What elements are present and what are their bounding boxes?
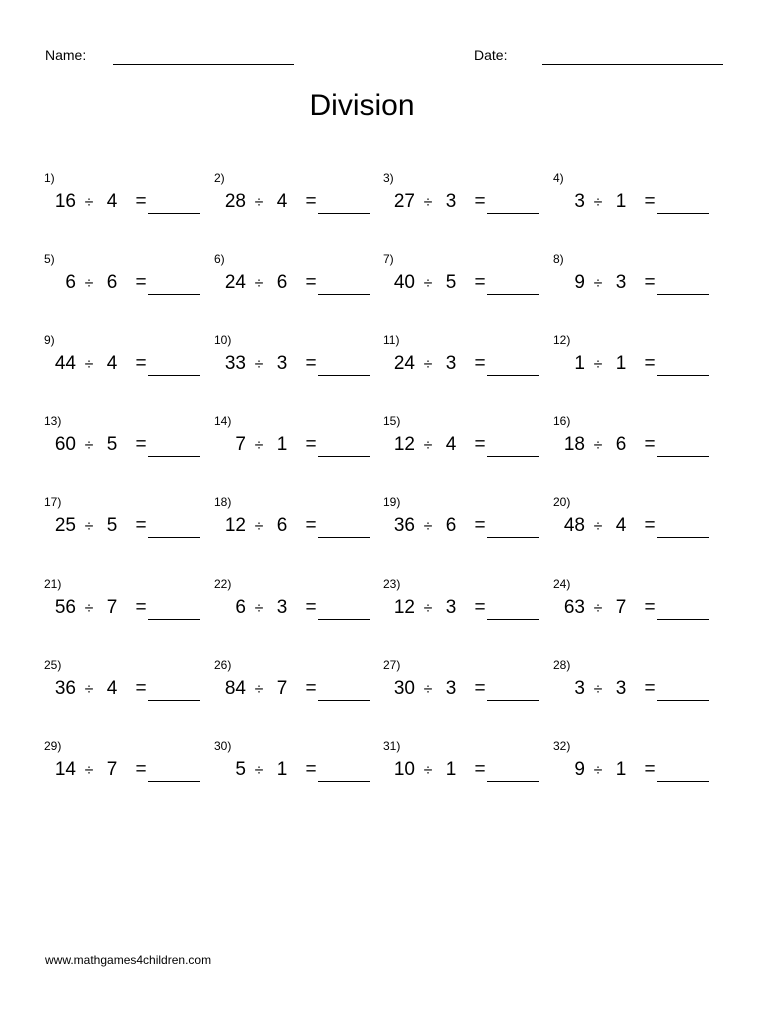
dividend: 6 [65, 272, 76, 293]
problem-number: 16) [553, 414, 571, 428]
problem-number: 31) [383, 739, 401, 753]
division-sign: ÷ [423, 600, 433, 617]
equals-sign: = [644, 678, 656, 699]
problem-item [214, 414, 384, 474]
problem-item [214, 577, 384, 637]
answer-blank[interactable] [657, 700, 709, 701]
divisor: 1 [615, 191, 627, 212]
division-sign: ÷ [423, 681, 433, 698]
dividend: 12 [393, 597, 415, 618]
answer-blank[interactable] [148, 456, 200, 457]
problem-number: 30) [214, 739, 232, 753]
division-sign: ÷ [254, 518, 264, 535]
problem-item [44, 333, 214, 393]
problem-number: 20) [553, 495, 571, 509]
dividend: 30 [393, 678, 415, 699]
answer-blank[interactable] [487, 213, 539, 214]
division-sign: ÷ [593, 518, 603, 535]
name-label: Name: [45, 47, 87, 63]
problem-number: 9) [44, 333, 55, 347]
problem-item [553, 333, 723, 393]
divisor: 3 [276, 353, 288, 374]
answer-blank[interactable] [487, 375, 539, 376]
division-sign: ÷ [254, 194, 264, 211]
problem-number: 27) [383, 658, 401, 672]
problem-number: 12) [553, 333, 571, 347]
answer-blank[interactable] [318, 537, 370, 538]
division-sign: ÷ [84, 518, 94, 535]
divisor: 4 [276, 191, 288, 212]
answer-blank[interactable] [148, 294, 200, 295]
divisor: 3 [445, 191, 457, 212]
problem-number: 24) [553, 577, 571, 591]
divisor: 6 [276, 272, 288, 293]
divisor: 5 [445, 272, 457, 293]
problem-number: 21) [44, 577, 62, 591]
problem-item [383, 495, 553, 555]
equals-sign: = [305, 353, 317, 374]
problem-item [553, 171, 723, 231]
equals-sign: = [305, 272, 317, 293]
problem-number: 2) [214, 171, 225, 185]
division-sign: ÷ [84, 681, 94, 698]
dividend: 36 [393, 515, 415, 536]
problem-number: 23) [383, 577, 401, 591]
equals-sign: = [305, 515, 317, 536]
divisor: 7 [276, 678, 288, 699]
dividend: 84 [224, 678, 246, 699]
problem-number: 19) [383, 495, 401, 509]
dividend: 5 [235, 759, 246, 780]
divisor: 5 [106, 515, 118, 536]
dividend: 7 [235, 434, 246, 455]
equals-sign: = [305, 759, 317, 780]
equals-sign: = [135, 597, 147, 618]
equals-sign: = [305, 678, 317, 699]
division-sign: ÷ [423, 762, 433, 779]
answer-blank[interactable] [148, 213, 200, 214]
problem-item [553, 739, 723, 799]
answer-blank[interactable] [657, 456, 709, 457]
division-sign: ÷ [593, 437, 603, 454]
division-sign: ÷ [84, 194, 94, 211]
problem-item [44, 495, 214, 555]
equals-sign: = [644, 191, 656, 212]
dividend: 27 [393, 191, 415, 212]
division-sign: ÷ [254, 762, 264, 779]
answer-blank[interactable] [318, 456, 370, 457]
divisor: 7 [615, 597, 627, 618]
problem-item [44, 577, 214, 637]
dividend: 60 [54, 434, 76, 455]
answer-blank[interactable] [148, 619, 200, 620]
page-title: Division [309, 89, 415, 122]
answer-blank[interactable] [148, 537, 200, 538]
problem-item [383, 252, 553, 312]
division-sign: ÷ [254, 356, 264, 373]
divisor: 1 [445, 759, 457, 780]
division-sign: ÷ [423, 356, 433, 373]
divisor: 1 [276, 434, 288, 455]
problem-item [553, 252, 723, 312]
problem-item [44, 414, 214, 474]
division-sign: ÷ [254, 600, 264, 617]
answer-blank[interactable] [487, 781, 539, 782]
divisor: 4 [106, 678, 118, 699]
dividend: 1 [574, 353, 585, 374]
division-sign: ÷ [593, 194, 603, 211]
problem-number: 8) [553, 252, 564, 266]
divisor: 3 [445, 353, 457, 374]
answer-blank[interactable] [657, 213, 709, 214]
division-sign: ÷ [84, 275, 94, 292]
dividend: 18 [563, 434, 585, 455]
answer-blank[interactable] [657, 619, 709, 620]
equals-sign: = [474, 434, 486, 455]
answer-blank[interactable] [487, 619, 539, 620]
problem-item [383, 414, 553, 474]
problem-number: 15) [383, 414, 401, 428]
equals-sign: = [474, 678, 486, 699]
problem-number: 26) [214, 658, 232, 672]
equals-sign: = [644, 759, 656, 780]
answer-blank[interactable] [657, 375, 709, 376]
divisor: 6 [106, 272, 118, 293]
divisor: 3 [615, 678, 627, 699]
dividend: 48 [563, 515, 585, 536]
dividend: 33 [224, 353, 246, 374]
answer-blank[interactable] [657, 294, 709, 295]
division-sign: ÷ [254, 275, 264, 292]
answer-blank[interactable] [487, 537, 539, 538]
division-sign: ÷ [593, 356, 603, 373]
problem-item [44, 658, 214, 718]
problem-number: 5) [44, 252, 55, 266]
divisor: 1 [276, 759, 288, 780]
problem-item [44, 171, 214, 231]
equals-sign: = [305, 597, 317, 618]
problem-item [553, 658, 723, 718]
equals-sign: = [644, 353, 656, 374]
dividend: 40 [393, 272, 415, 293]
equals-sign: = [474, 515, 486, 536]
problem-number: 6) [214, 252, 225, 266]
answer-blank[interactable] [148, 375, 200, 376]
division-sign: ÷ [423, 437, 433, 454]
answer-blank[interactable] [318, 619, 370, 620]
problem-number: 25) [44, 658, 62, 672]
problem-item [553, 495, 723, 555]
division-sign: ÷ [593, 681, 603, 698]
divisor: 5 [106, 434, 118, 455]
problem-number: 13) [44, 414, 62, 428]
dividend: 63 [563, 597, 585, 618]
date-blank-line[interactable] [542, 64, 723, 65]
dividend: 3 [574, 191, 585, 212]
dividend: 24 [393, 353, 415, 374]
problem-item [214, 333, 384, 393]
dividend: 3 [574, 678, 585, 699]
dividend: 24 [224, 272, 246, 293]
division-sign: ÷ [84, 600, 94, 617]
problem-number: 14) [214, 414, 232, 428]
equals-sign: = [644, 515, 656, 536]
problem-number: 7) [383, 252, 394, 266]
equals-sign: = [644, 597, 656, 618]
equals-sign: = [644, 434, 656, 455]
division-sign: ÷ [254, 437, 264, 454]
divisor: 7 [106, 597, 118, 618]
answer-blank[interactable] [487, 700, 539, 701]
divisor: 3 [276, 597, 288, 618]
name-blank-line[interactable] [113, 64, 294, 65]
division-sign: ÷ [593, 275, 603, 292]
division-sign: ÷ [423, 275, 433, 292]
divisor: 7 [106, 759, 118, 780]
answer-blank[interactable] [148, 700, 200, 701]
dividend: 9 [574, 272, 585, 293]
divisor: 4 [445, 434, 457, 455]
problem-item [44, 739, 214, 799]
equals-sign: = [474, 353, 486, 374]
divisor: 6 [445, 515, 457, 536]
dividend: 12 [393, 434, 415, 455]
answer-blank[interactable] [657, 537, 709, 538]
problem-number: 10) [214, 333, 232, 347]
dividend: 56 [54, 597, 76, 618]
dividend: 10 [393, 759, 415, 780]
answer-blank[interactable] [487, 456, 539, 457]
date-label: Date: [474, 47, 508, 63]
equals-sign: = [135, 515, 147, 536]
division-sign: ÷ [593, 762, 603, 779]
equals-sign: = [135, 759, 147, 780]
problem-item [214, 171, 384, 231]
dividend: 36 [54, 678, 76, 699]
divisor: 4 [106, 353, 118, 374]
problem-number: 4) [553, 171, 564, 185]
problem-item [383, 333, 553, 393]
answer-blank[interactable] [318, 700, 370, 701]
problem-number: 32) [553, 739, 571, 753]
answer-blank[interactable] [318, 213, 370, 214]
division-sign: ÷ [423, 194, 433, 211]
divisor: 1 [615, 353, 627, 374]
problem-number: 1) [44, 171, 55, 185]
division-sign: ÷ [423, 518, 433, 535]
division-sign: ÷ [84, 437, 94, 454]
equals-sign: = [135, 678, 147, 699]
equals-sign: = [474, 597, 486, 618]
problem-number: 28) [553, 658, 571, 672]
dividend: 25 [54, 515, 76, 536]
problem-item [553, 414, 723, 474]
division-sign: ÷ [254, 681, 264, 698]
divisor: 4 [106, 191, 118, 212]
problem-item [214, 739, 384, 799]
divisor: 1 [615, 759, 627, 780]
problem-item [383, 171, 553, 231]
problem-item [44, 252, 214, 312]
problem-item [553, 577, 723, 637]
problem-item [383, 577, 553, 637]
equals-sign: = [305, 434, 317, 455]
problem-item [214, 658, 384, 718]
footer-url: www.mathgames4children.com [45, 953, 212, 967]
divisor: 6 [615, 434, 627, 455]
division-sign: ÷ [84, 356, 94, 373]
problem-item [383, 739, 553, 799]
problem-number: 11) [383, 333, 400, 347]
equals-sign: = [474, 272, 486, 293]
equals-sign: = [644, 272, 656, 293]
answer-blank[interactable] [318, 375, 370, 376]
problem-number: 17) [44, 495, 62, 509]
problem-item [214, 252, 384, 312]
answer-blank[interactable] [148, 781, 200, 782]
divisor: 3 [445, 678, 457, 699]
problem-item [383, 658, 553, 718]
answer-blank[interactable] [318, 781, 370, 782]
dividend: 12 [224, 515, 246, 536]
problem-number: 3) [383, 171, 394, 185]
problem-number: 29) [44, 739, 62, 753]
dividend: 9 [574, 759, 585, 780]
dividend: 16 [54, 191, 76, 212]
division-sign: ÷ [84, 762, 94, 779]
dividend: 44 [54, 353, 76, 374]
equals-sign: = [135, 434, 147, 455]
answer-blank[interactable] [318, 294, 370, 295]
dividend: 6 [235, 597, 246, 618]
divisor: 3 [445, 597, 457, 618]
divisor: 4 [615, 515, 627, 536]
divisor: 3 [615, 272, 627, 293]
answer-blank[interactable] [657, 781, 709, 782]
equals-sign: = [135, 191, 147, 212]
problem-item [214, 495, 384, 555]
equals-sign: = [474, 191, 486, 212]
equals-sign: = [135, 353, 147, 374]
divisor: 6 [276, 515, 288, 536]
equals-sign: = [135, 272, 147, 293]
answer-blank[interactable] [487, 294, 539, 295]
equals-sign: = [305, 191, 317, 212]
dividend: 28 [224, 191, 246, 212]
division-sign: ÷ [593, 600, 603, 617]
equals-sign: = [474, 759, 486, 780]
problem-number: 22) [214, 577, 232, 591]
problem-number: 18) [214, 495, 232, 509]
dividend: 14 [54, 759, 76, 780]
